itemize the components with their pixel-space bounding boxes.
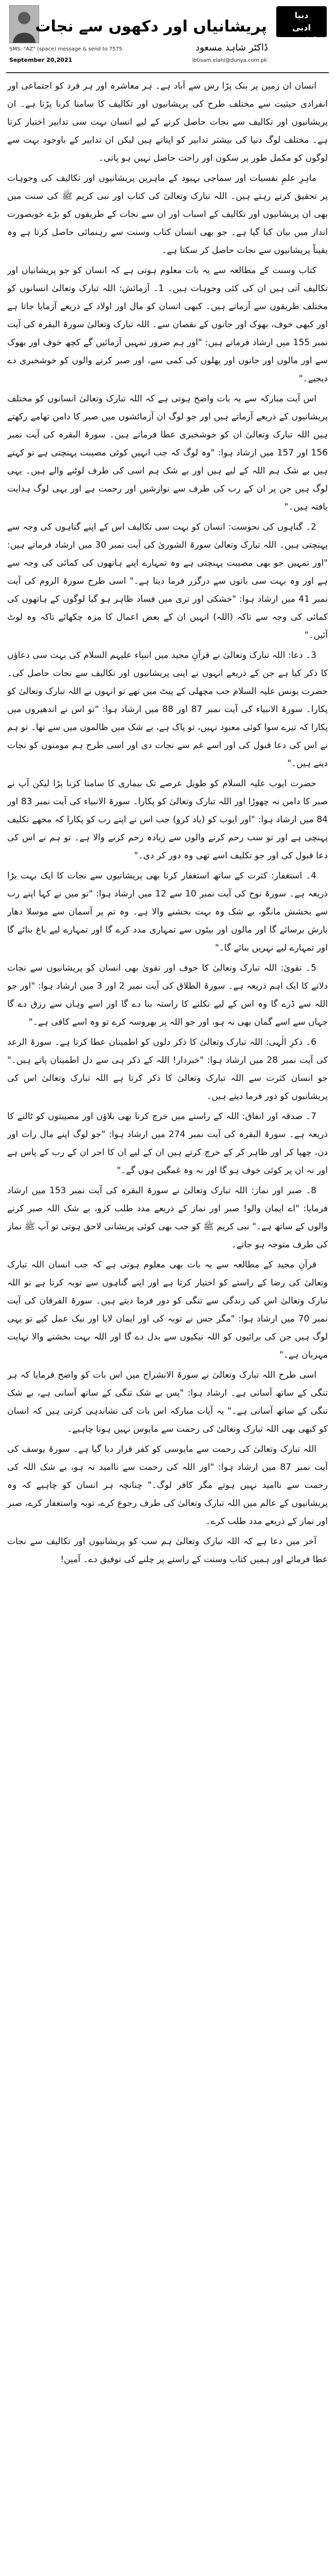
paragraph: 6۔ ذکرِ الٰہی: اللہ تبارک وتعالیٰ کا ذکر دلوں کو اطمینان عطا کرتا ہے۔ سورۃ الرعد کی آیت نمبر 28 میں ارشاد ہوا: "خبردار! اللہ کے ذکر ہی سے دل اطمینان پاتے ہیں۔" جو انسان کثرت سے اللہ تبارک وتعالیٰ کا ذکر کرتا ہے اللہ تبارک وتعالیٰ اس کی پریشانیوں کو دور فرما دیتے ہیں۔	[7, 1037, 328, 1101]
paragraph: اسی طرح اللہ تبارک وتعالیٰ نے سورۃ الانشراح میں اس بات کو واضح فرمایا کہ ہر تنگی کے ساتھ آسانی ہے۔ ارشاد ہوا: "پس بے شک تنگی کے ساتھ آسانی ہے، بے شک تنگی کے ساتھ آسانی ہے۔" یہ آیات مبارکہ اس بات کی نشاندہی کرتی ہیں کہ انسان کو کبھی بھی اللہ تبارک وتعالیٰ کی رحمت سے مایوس نہیں ہونا چاہیے۔	[7, 1370, 328, 1434]
paragraph: 4۔ استغفار: کثرت کے ساتھ استغفار کرنا بھی پریشانیوں سے نجات کا ایک بہت بڑا ذریعہ ہے۔ سورۃ نوح کی آیت نمبر 10 سے 12 میں ارشاد ہوا: "تو میں نے کہا اپنے رب سے بخشش مانگو، بے شک وہ بہت بخشنے والا ہے۔ وہ تم پر آسمان سے موسلا دھار بارش برسائے گا اور مالوں اور بیٹوں سے تمہاری مدد کرے گا اور تمہارے لیے باغ بنائے گا اور تمہارے لیے نہریں بنائے گا۔"	[7, 871, 328, 953]
paragraph: کتاب وسنت کے مطالعہ سے یہ بات معلوم ہوتی ہے کہ انسان کو جو پریشانیاں اور تکالیف آتی ہیں ان کی کئی وجوہات ہیں۔ 1۔ آزمائش: اللہ تبارک وتعالیٰ انسانوں کو مختلف طریقوں سے آزماتے ہیں۔ کبھی انسان کو مال اور اولاد کے ذریعے آزمایا جاتا ہے اور کبھی خوف، بھوک اور جانوں کے نقصان سے۔ اللہ تبارک وتعالیٰ سورۃ البقرہ کی آیت نمبر 155 میں ارشاد فرماتے ہیں: "اور ہم ضرور تمہیں آزمائیں گے کچھ خوف اور بھوک سے اور مالوں اور جانوں اور پھلوں کی کمی سے، اور صبر کرنے والوں کو خوشخبری دے دیجیے۔"	[7, 265, 328, 384]
paragraph: اس آیت مبارکہ سے یہ بات واضح ہوتی ہے کہ اللہ تبارک وتعالیٰ انسانوں کو مختلف پریشانیوں کے ذریعے آزماتے ہیں اور جو لوگ ان آزمائشوں میں صبر کا دامن تھامے رکھتے ہیں اللہ تبارک وتعالیٰ ان کو خوشخبری عطا فرماتے ہیں۔ سورۃ البقرہ کی آیت نمبر 156 اور 157 میں ارشاد ہوا: "وہ لوگ کہ جب انہیں کوئی مصیبت پہنچتی ہے تو کہتے ہیں بے شک ہم اللہ کے لیے ہیں اور بے شک ہم اسی کی طرف لوٹنے والے ہیں۔ یہی لوگ ہیں جن پر ان کے رب کی طرف سے نوازشیں اور رحمت ہے اور یہی لوگ ہدایت یافتہ ہیں۔"	[7, 394, 328, 512]
header-divider	[6, 72, 329, 73]
article-title: پریشانیاں اور دکھوں سے نجات	[35, 18, 267, 36]
logo-line-2: ادبی ایڈیشن	[287, 23, 316, 45]
paragraph: اللہ تبارک وتعالیٰ کی رحمت سے مایوسی کو کفر قرار دیا گیا ہے۔ سورۃ یوسف کی آیت نمبر 87 میں ارشاد ہوا: "اور اللہ کی رحمت سے ناامید نہ ہو، بے شک اللہ کی رحمت سے ناامید نہیں ہوتے مگر کافر لوگ۔" چنانچہ ہر انسان کو چاہیے کہ وہ پریشانیوں کے عالم میں اللہ تبارک وتعالیٰ کی طرف رجوع کرے، توبہ واستغفار کرے، صبر اور نماز کے ذریعے مدد طلب کرے۔	[7, 1444, 328, 1527]
author-email[interactable]: ibtisam.elahi@dunya.com.pk	[192, 58, 267, 63]
paragraph: انسان ان زمین پر بنک پڑا رس سے آباد ہے۔ ہر معاشرہ اور ہر فرد کو اجتماعی اور انفرادی حیثیت سے مختلف طرح کی پریشانیوں اور تکالیف کا سامنا کرنا پڑتا ہے۔ ان پریشانیوں اور تکالیف سے نجات حاصل کرنے کے لیے انسان بہت سی تدابیر اختیار کرتا ہے۔ مختلف لوگ دنیا کی بیشتر تدابیر کو اپناتے ہیں لیکن ان تدابیر کے باوجود بہت سے لوگوں کو مکمل طور پر سکون اور راحت حاصل نہیں ہو پاتی۔	[7, 81, 328, 163]
paragraph: 5۔ تقویٰ: اللہ تبارک وتعالیٰ کا خوف اور تقویٰ بھی انسان کو پریشانیوں سے نجات دلانے کا ایک اہم ذریعہ ہے۔ سورۃ الطلاق کی آیت نمبر 2 اور 3 میں ارشاد ہوا: "اور جو اللہ سے ڈرے گا وہ اس کے لیے نکلنے کا راستہ بنا دے گا اور اسے وہاں سے رزق دے گا جہاں سے اسے گمان بھی نہ ہو، اور جو اللہ پر بھروسہ کرے تو وہ اسے کافی ہے۔"	[7, 963, 328, 1027]
logo-line-1: دنیا	[294, 10, 309, 20]
paragraph: آخر میں دعا ہے کہ اللہ تبارک وتعالیٰ ہم سب کو پریشانیوں اور تکالیف سے نجات عطا فرمائے اور ہمیں کتاب وسنت کے راستے پر چلنے کی توفیق دے۔ آمین!	[7, 1536, 328, 1565]
column-header	[6, 3, 329, 69]
paragraph: 3۔ دعا: اللہ تبارک وتعالیٰ نے قرآنِ مجید میں انبیاء علیہم السلام کی بہت سی دعاؤں کا ذکر کیا ہے جن کے ذریعے انہوں نے اپنی پریشانیوں اور تکالیف سے نجات حاصل کی۔ حضرت یونس علیہ السلام جب مچھلی کے پیٹ میں تھے تو انہوں نے اللہ تبارک وتعالیٰ کو پکارا۔ سورۃ الانبیاء کی آیت نمبر 87 اور 88 میں ارشاد ہوا: "تو اس نے اندھیروں میں پکارا کہ تیرے سوا کوئی معبود نہیں، تو پاک ہے، بے شک میں ظالموں میں سے تھا۔ تو ہم نے اس کی دعا قبول کی اور اسے غم سے نجات دی اور اسی طرح ہم مومنوں کو نجات دیتے ہیں۔"	[7, 650, 328, 769]
paragraph: ماہرِ علمِ نفسیات اور سماجی بہبود کے ماہرین پریشانیوں اور تکالیف کی وجوہات پر تحقیق کرتے رہتے ہیں۔ اللہ تبارک وتعالیٰ کی کتاب اور نبی کریم ﷺ کی سنت میں بھی ان پریشانیوں اور تکالیف کے اسباب اور ان سے نجات کے طریقوں کو بڑے خوبصورت انداز میں بیان کیا گیا ہے۔ جو بھی انسان کتاب وسنت سے رہنمائی حاصل کرتا ہے وہ یقیناً پریشانیوں سے نجات حاصل کر سکتا ہے۔	[7, 173, 328, 256]
paragraph: 8۔ صبر اور نماز: اللہ تبارک وتعالیٰ نے سورۃ البقرہ کی آیت نمبر 153 میں ارشاد فرمایا: "اے ایمان والو! صبر اور نماز کے ذریعے مدد طلب کرو، بے شک اللہ صبر کرنے والوں کے ساتھ ہے۔" نبی کریم ﷺ کو جب بھی کوئی پریشانی لاحق ہوتی تو آپ ﷺ نماز کی طرف متوجہ ہو جاتے۔	[7, 1185, 328, 1250]
person-icon	[10, 6, 39, 43]
publish-date: September 20,2021	[9, 57, 73, 63]
paragraph: حضرت ایوب علیہ السلام کو طویل عرصے تک بیماری کا سامنا کرنا پڑا لیکن آپ نے صبر کا دامن نہ چھوڑا اور اللہ تبارک وتعالیٰ کو پکارا۔ سورۃ الانبیاء کی آیت نمبر 83 اور 84 میں ارشاد ہوا: "اور ایوب کو (یاد کرو) جب اس نے اپنے رب کو پکارا کہ مجھے تکلیف پہنچی ہے اور تو سب رحم کرنے والوں سے زیادہ رحم کرنے والا ہے۔ تو ہم نے اس کی دعا قبول کی اور جو تکلیف اسے تھی وہ دور کر دی۔"	[7, 778, 328, 861]
article-body	[7, 77, 328, 2576]
paragraph: 7۔ صدقہ اور انفاق: اللہ کے راستے میں خرچ کرنا بھی بلاؤں اور مصیبتوں کو ٹالنے کا ذریعہ ہے۔ سورۃ البقرہ کی آیت نمبر 274 میں ارشاد ہوا: "جو لوگ اپنے مال رات اور دن، چھپا کر اور ظاہر کر کے خرچ کرتے ہیں ان کے لیے ان کا اجر ان کے رب کے پاس ہے اور نہ ان پر کوئی خوف ہو گا اور نہ وہ غمگین ہوں گے۔"	[7, 1111, 328, 1176]
paragraph: قرآنِ مجید کے مطالعہ سے یہ بات بھی معلوم ہوتی ہے کہ جب انسان اللہ تبارک وتعالیٰ کی رضا کے راستے کو اختیار کرتا ہے اور اپنے گناہوں سے توبہ کرتا ہے تو اللہ تبارک وتعالیٰ اس کی زندگی سے تنگی کو دور فرما دیتے ہیں۔ سورۃ الفرقان کی آیت نمبر 70 میں ارشاد ہوا: "مگر جس نے توبہ کی اور ایمان لایا اور نیک عمل کیے تو یہی لوگ ہیں جن کی برائیوں کو اللہ نیکیوں سے بدل دے گا اور اللہ بہت بخشنے والا نہایت مہربان ہے۔"	[7, 1260, 328, 1360]
author-name: ڈاکٹر شاہد مسعود	[195, 42, 268, 53]
contact-sms: SMS: "AZ" (space) message & send to 7575	[9, 46, 123, 52]
newspaper-logo	[276, 6, 327, 45]
paragraph: 2۔ گناہوں کی نحوست: انسان کو بہت سی تکالیف اس کے اپنے گناہوں کی وجہ سے پہنچتی ہیں۔ اللہ تبارک وتعالیٰ سورۃ الشوریٰ کی آیت نمبر 30 میں ارشاد فرماتے ہیں: "اور تمہیں جو بھی مصیبت پہنچتی ہے وہ تمہارے اپنے ہاتھوں کی کمائی کی وجہ سے ہے اور وہ بہت سی باتوں سے درگزر فرما دیتا ہے۔" اسی طرح سورۃ الروم کی آیت نمبر 41 میں ارشاد ہوا: "خشکی اور تری میں فساد ظاہر ہو گیا لوگوں کے ہاتھوں کی کمائی کی وجہ سے تاکہ (اللہ) انہیں ان کے بعض اعمال کا مزہ چکھائے تاکہ وہ لوٹ آئیں۔"	[7, 522, 328, 640]
